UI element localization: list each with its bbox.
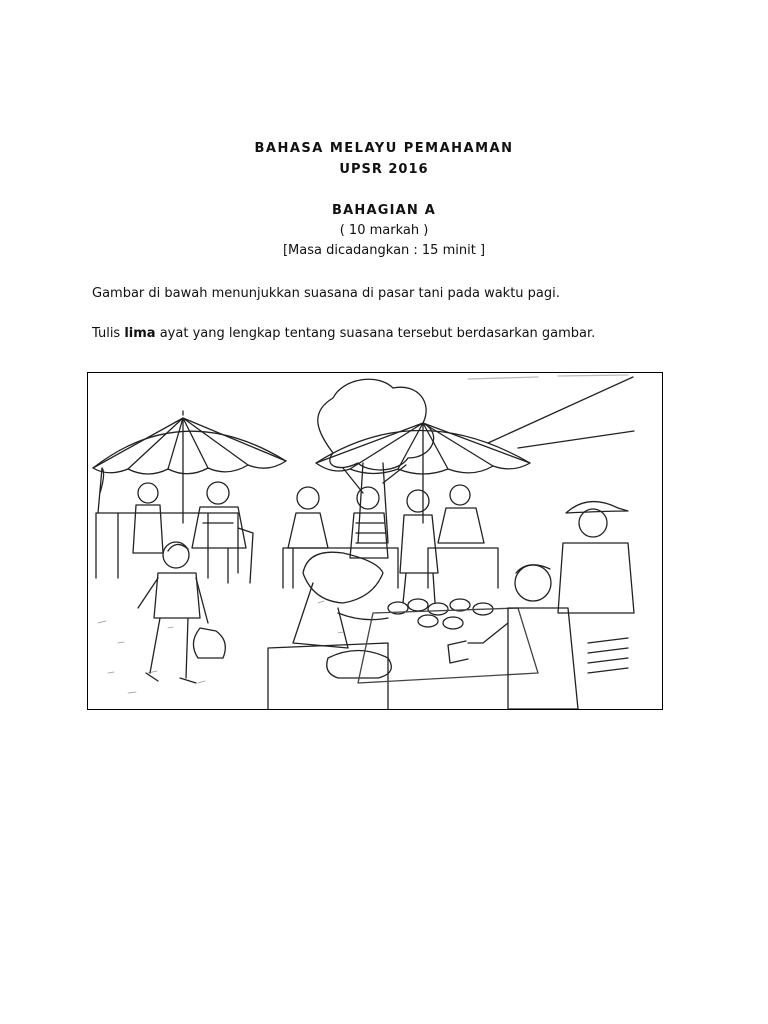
time-note: [Masa dicadangkan : 15 minit ] xyxy=(282,243,486,258)
tree-icon xyxy=(318,379,434,543)
customer-striped-icon xyxy=(350,487,388,558)
boy-walking-icon xyxy=(138,542,225,683)
instruction-line-2 xyxy=(92,326,595,341)
man-cap-icon xyxy=(558,502,634,613)
man-buyer-icon xyxy=(448,565,578,709)
plastic-bag-icon xyxy=(193,628,225,658)
vendor-right-icon xyxy=(438,485,484,543)
customer-boy-icon xyxy=(400,490,438,603)
instruction-text-before: Tulis xyxy=(92,326,125,341)
farmers-market-illustration xyxy=(88,373,662,709)
vendor-left-icon xyxy=(133,483,163,553)
exam-title: BAHASA MELAYU PEMAHAMAN xyxy=(254,141,514,156)
market-illustration-frame xyxy=(87,372,663,710)
exam-year: UPSR 2016 xyxy=(339,162,429,177)
instruction-text-after: ayat yang lengkap tentang suasana tersebut berdasarkan gambar. xyxy=(155,326,596,341)
woman-vendor-icon xyxy=(288,487,328,548)
marks-note: ( 10 markah ) xyxy=(339,223,429,238)
instruction-bold-word: lima xyxy=(124,326,156,341)
long-beans-icon xyxy=(448,641,468,663)
umbrella-left-icon xyxy=(93,411,286,523)
woman-headscarf-icon xyxy=(293,552,388,648)
instruction-line-1: Gambar di bawah menunjukkan suasana di pasar tani pada waktu pagi. xyxy=(92,286,560,301)
vendor-old-man-icon xyxy=(192,482,253,583)
produce-icon xyxy=(327,599,493,678)
section-title: BAHAGIAN A xyxy=(332,203,436,218)
